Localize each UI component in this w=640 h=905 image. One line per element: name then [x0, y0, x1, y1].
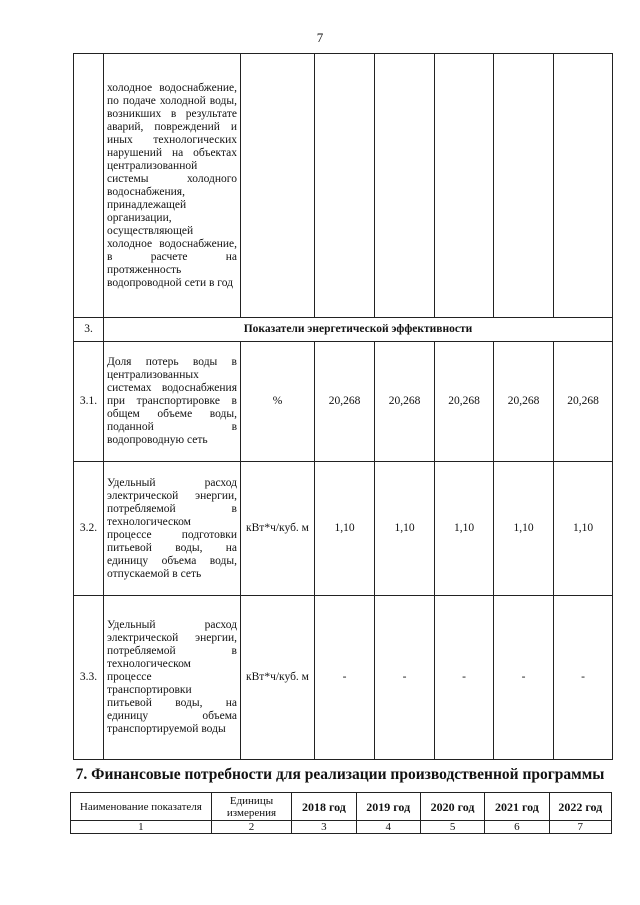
- row-value: -: [554, 596, 613, 760]
- column-number: 5: [420, 821, 484, 834]
- column-number: 2: [211, 821, 291, 834]
- table-row: [74, 54, 613, 318]
- row-value: 1,10: [375, 462, 435, 596]
- row-value: [435, 54, 494, 318]
- section-number: 3.: [74, 318, 104, 342]
- row-value: 1,10: [435, 462, 494, 596]
- column-header: 2020 год: [420, 793, 484, 821]
- row-value: -: [315, 596, 375, 760]
- row-description: Удельный расход электрической энергии, потребляемой в технологическом процессе транспортировки питьевой воды, на единицу объема транспортируемой воды: [104, 596, 241, 760]
- table-row: [74, 462, 613, 596]
- row-value: 1,10: [315, 462, 375, 596]
- column-header: 2022 год: [549, 793, 611, 821]
- page-number: 7: [316, 30, 324, 45]
- row-number: 3.2.: [74, 462, 104, 596]
- column-number: 7: [549, 821, 611, 834]
- column-number: 4: [356, 821, 420, 834]
- row-value: 1,10: [554, 462, 613, 596]
- indicators-table: [73, 53, 613, 760]
- row-value: -: [494, 596, 554, 760]
- row-number: 3.1.: [74, 342, 104, 462]
- column-header: 2021 год: [485, 793, 549, 821]
- row-value: 1,10: [494, 462, 554, 596]
- financial-needs-table: [70, 792, 612, 834]
- row-description: холодное водоснабжение, по подаче холодной воды, возникших в результате аварий, повреждений и иных технологических нарушений на объектах централизованной системы холодного водоснабжения, принадлежащей организации, осуществляющей холодное водоснабжение, в расчете на протяженность водопроводной сети в год: [104, 54, 241, 318]
- row-value: -: [435, 596, 494, 760]
- row-value: 20,268: [375, 342, 435, 462]
- section-7-title: 7. Финансовые потребности для реализации производственной программы: [75, 766, 605, 783]
- row-value: [494, 54, 554, 318]
- column-header: 2018 год: [292, 793, 356, 821]
- row-value: [315, 54, 375, 318]
- row-value: [375, 54, 435, 318]
- section-title: Показатели энергетической эффективности: [104, 318, 613, 342]
- column-header: Единицы измерения: [211, 793, 291, 821]
- column-number: 1: [71, 821, 212, 834]
- row-value: 20,268: [315, 342, 375, 462]
- row-description: Удельный расход электрической энергии, потребляемой в технологическом процессе подготовки питьевой воды, на единицу объема воды, отпускаемой в сеть: [104, 462, 241, 596]
- row-unit: [241, 54, 315, 318]
- column-header: Наименование показателя: [71, 793, 212, 821]
- column-number: 3: [292, 821, 356, 834]
- table-row: [74, 342, 613, 462]
- row-number: [74, 54, 104, 318]
- row-value: [554, 54, 613, 318]
- column-number: 6: [485, 821, 549, 834]
- row-unit: кВт*ч/куб. м: [241, 462, 315, 596]
- row-description: Доля потерь воды в централизованных системах водоснабжения при транспортировке в общем объеме воды, поданной в водопроводную сеть: [104, 342, 241, 462]
- table-row: [74, 596, 613, 760]
- row-value: 20,268: [494, 342, 554, 462]
- column-header: 2019 год: [356, 793, 420, 821]
- row-value: -: [375, 596, 435, 760]
- section-header-row: [74, 318, 613, 342]
- table-header-row: [71, 793, 612, 821]
- row-unit: %: [241, 342, 315, 462]
- row-number: 3.3.: [74, 596, 104, 760]
- row-value: 20,268: [435, 342, 494, 462]
- column-numbers-row: [71, 821, 612, 834]
- row-unit: кВт*ч/куб. м: [241, 596, 315, 760]
- row-value: 20,268: [554, 342, 613, 462]
